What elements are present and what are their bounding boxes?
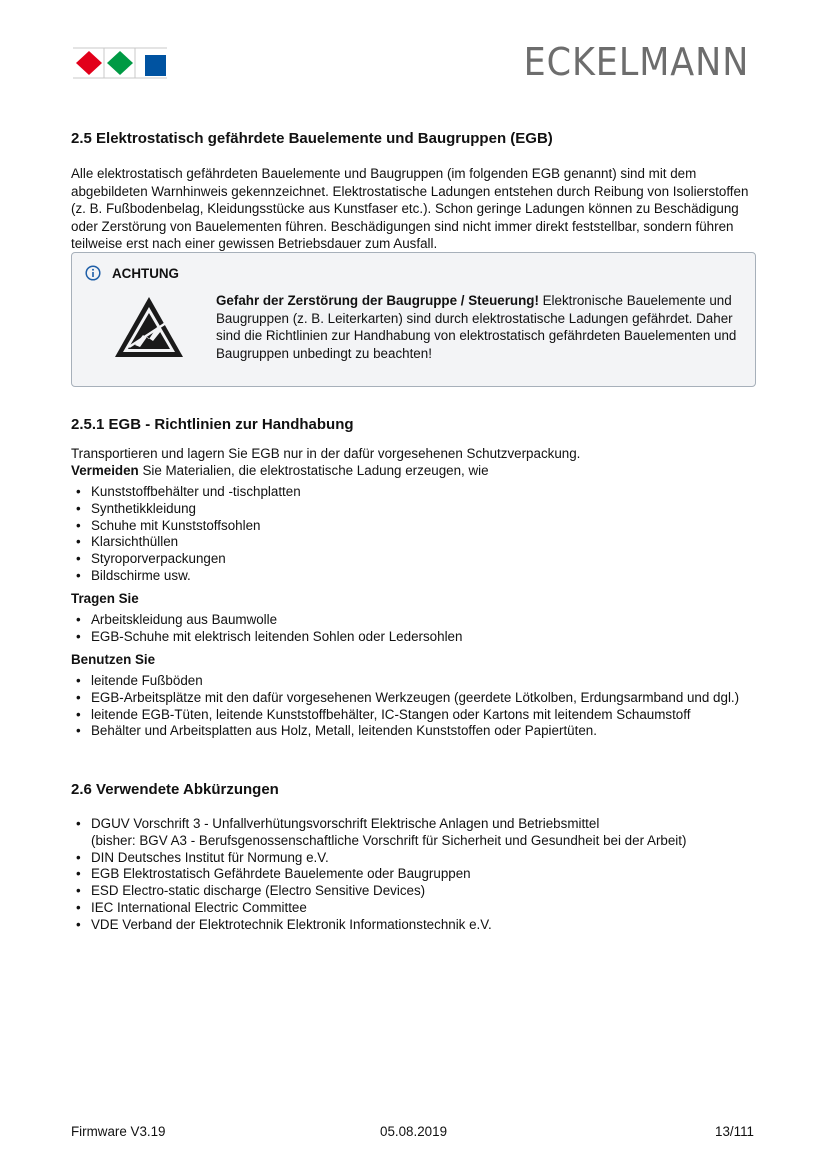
handling-intro: Transportieren und lagern Sie EGB nur in der dafür vorgesehenen Schutzverpackung. bbox=[71, 446, 581, 461]
list-item: • leitende EGB-Tüten, leitende Kunststoffbehälter, IC-Stangen oder Kartons mit leitendem Schaumstoff bbox=[71, 707, 756, 724]
list-item: • Klarsichthüllen bbox=[71, 534, 756, 551]
abbr-iec: • IEC International Electric Committee bbox=[71, 900, 756, 917]
abbr-egb: • EGB Elektrostatisch Gefährdete Bauelemente oder Baugruppen bbox=[71, 866, 756, 883]
list-item: • Synthetikkleidung bbox=[71, 501, 756, 518]
abbreviations-list bbox=[71, 816, 756, 934]
section-2-6-heading: 2.6 Verwendete Abkürzungen bbox=[71, 781, 279, 798]
warning-title: ACHTUNG bbox=[112, 266, 179, 281]
eckelmann-logo-icon bbox=[73, 47, 167, 79]
footer-date: 05.08.2019 bbox=[380, 1124, 448, 1139]
abbr-dguv-note: (bisher: BGV A3 - Berufsgenossenschaftliche Vorschrift für Sicherheit und Gesundheit bei der Arbeit) bbox=[91, 832, 687, 848]
footer-firmware: Firmware V3.19 bbox=[71, 1124, 166, 1139]
section-2-5-paragraph: Alle elektrostatisch gefährdeten Bauelemente und Baugruppen (im folgenden EGB genannt) sind mit dem abgebildeten Warnhinweis gekennzeichnet. Elektrostatische Ladungen entstehen durch Reibung von Isolierstoffen (z. B. Fußbodenbelag, Kleidungsstücke aus Kunstfaser etc.). Schon geringe Ladungen können zu Beschädigung oder Zerstörung von Bauelementen führen. Beschädigungen sind nicht immer direkt feststellbar, sondern führen teilweise erst nach einer gewissen Betriebsdauer zum Ausfall. bbox=[71, 166, 749, 251]
use-heading: Benutzen Sie bbox=[71, 652, 156, 667]
list-item: • EGB-Arbeitsplätze mit den dafür vorgesehenen Werkzeugen (geerdete Lötkolben, Erdungsarmband und dgl.) bbox=[71, 690, 756, 707]
list-item: • Kunststoffbehälter und -tischplatten bbox=[71, 484, 756, 501]
abbr-esd: • ESD Electro-static discharge (Electro Sensitive Devices) bbox=[71, 883, 756, 900]
list-item: • leitende Fußböden bbox=[71, 673, 756, 690]
warning-text: Gefahr der Zerstörung der Baugruppe / Steuerung! Elektronische Bauelemente und Baugruppen (z. B. Leiterkarten) sind durch elektrostatische Ladungen gefährdet. Daher sind die Richtlinien zur Handhabung von elektrostatisch gefährdeten Bauelementen und Baugruppen unbedingt zu beachten! bbox=[216, 293, 737, 361]
abbr-dguv: • DGUV Vorschrift 3 - Unfallverhütungsvorschrift Elektrische Anlagen und Betriebsmittel (bisher: BGV A3 - Berufsgenossenschaftliche Vorschrift für Sicherheit und Gesundheit bei der Arbeit) bbox=[71, 816, 756, 850]
list-item: • Schuhe mit Kunststoffsohlen bbox=[71, 518, 756, 535]
wear-list bbox=[71, 612, 756, 646]
list-item: • Arbeitskleidung aus Baumwolle bbox=[71, 612, 756, 629]
avoid-list bbox=[71, 484, 756, 585]
section-2-5-heading: 2.5 Elektrostatisch gefährdete Bauelemente und Baugruppen (EGB) bbox=[71, 130, 553, 147]
wear-heading: Tragen Sie bbox=[71, 591, 139, 606]
abbr-din: • DIN Deutsches Institut für Normung e.V. bbox=[71, 850, 756, 867]
list-item: • EGB-Schuhe mit elektrisch leitenden Sohlen oder Ledersohlen bbox=[71, 629, 756, 646]
brand-name: ECKELMANN bbox=[523, 40, 749, 84]
esd-warning-icon bbox=[113, 295, 185, 359]
footer-page-number: 13/111 bbox=[715, 1124, 754, 1139]
list-item: • Behälter und Arbeitsplatten aus Holz, Metall, leitenden Kunststoffen oder Papiertüten. bbox=[71, 723, 756, 740]
section-2-5-1-heading: 2.5.1 EGB - Richtlinien zur Handhabung bbox=[71, 416, 354, 433]
use-list bbox=[71, 673, 756, 740]
list-item: • Styroporverpackungen bbox=[71, 551, 756, 568]
list-item: • Bildschirme usw. bbox=[71, 568, 756, 585]
warning-box bbox=[71, 252, 756, 387]
info-icon bbox=[85, 265, 101, 281]
avoid-line: Vermeiden Sie Materialien, die elektrostatische Ladung erzeugen, wie bbox=[71, 463, 489, 478]
abbr-vde: • VDE Verband der Elektrotechnik Elektronik Informationstechnik e.V. bbox=[71, 917, 756, 934]
